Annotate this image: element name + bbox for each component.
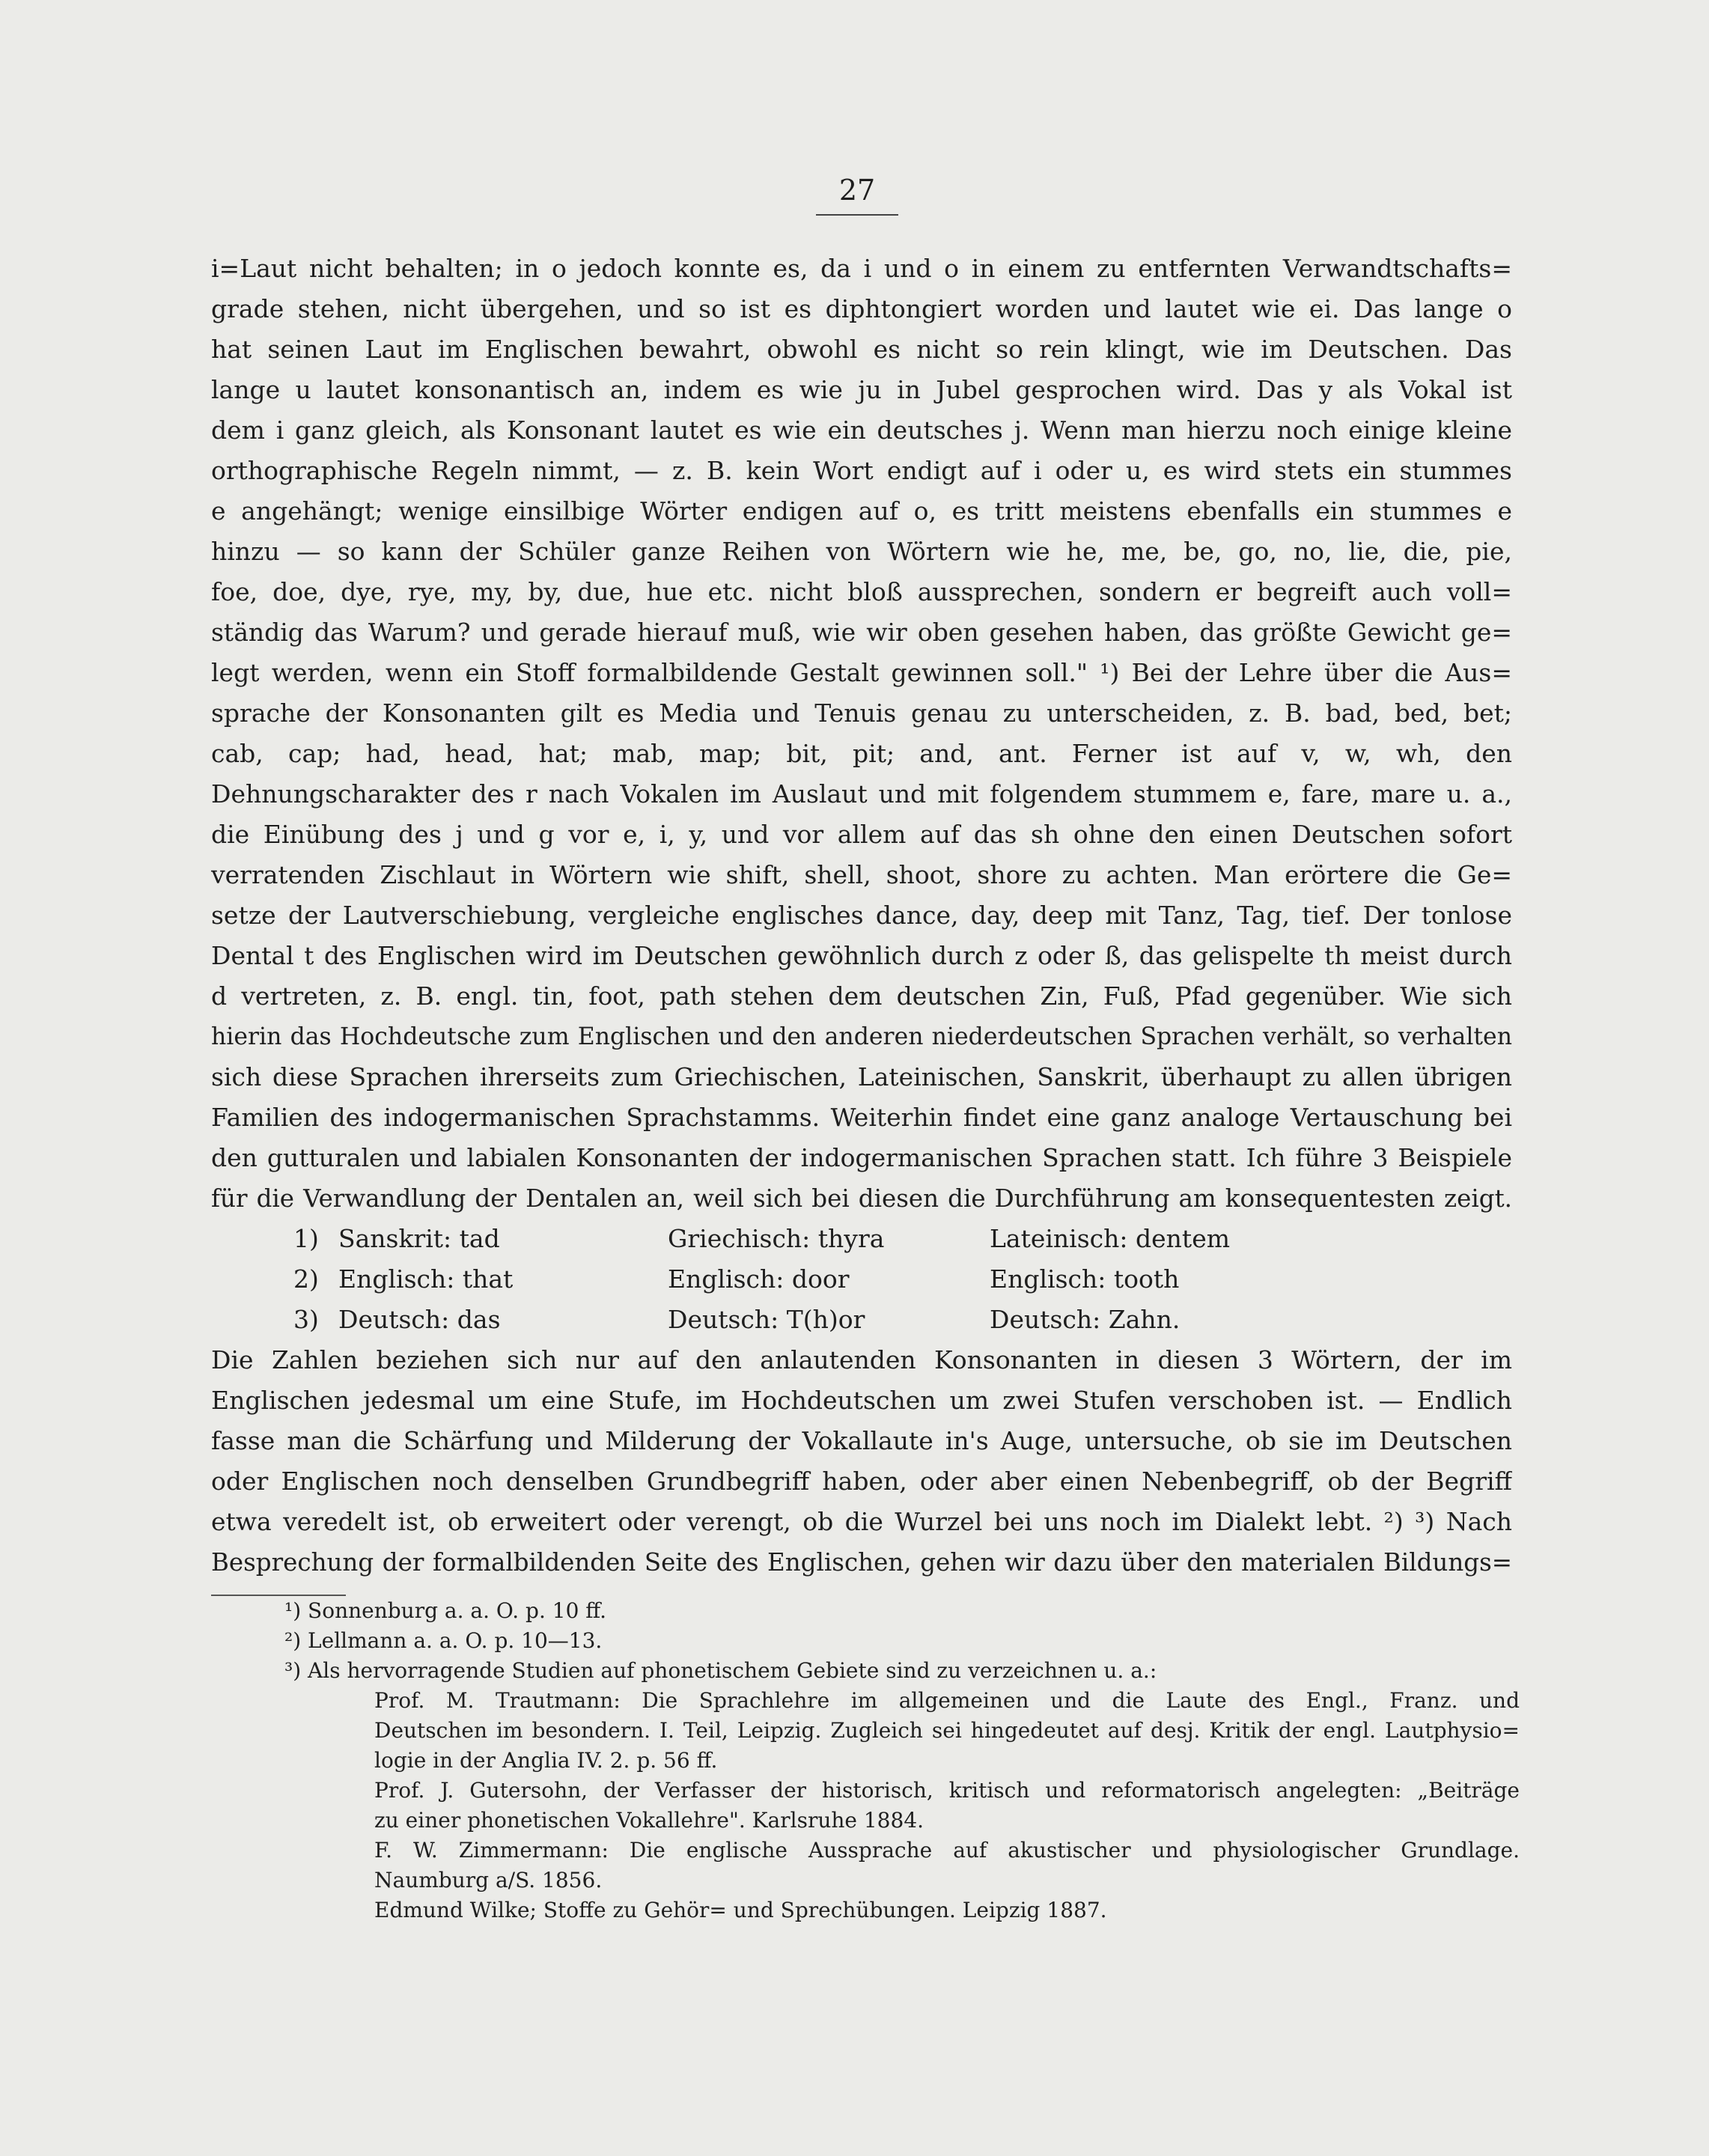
footnote-reference: zu einer phonetischen Vokallehre". Karlsruhe 1884. [374, 1808, 924, 1833]
example-row [293, 1259, 1512, 1300]
text-line: Englischen jedesmal um eine Stufe, im Hochdeutschen um zwei Stufen verschoben ist. — Endlich [211, 1386, 1512, 1415]
footnote-reference: Prof. M. Trautmann: Die Sprachlehre im allgemeinen und die Laute des Engl., Franz. und [374, 1688, 1520, 1713]
text-line: Besprechung der formalbildenden Seite des Englischen, gehen wir dazu über den materialen Bildungs= [211, 1548, 1512, 1577]
text-line: hat seinen Laut im Englischen bewahrt, obwohl es nicht so rein klingt, wie im Deutschen. Das [211, 335, 1512, 364]
text-line: hierin das Hochdeutsche zum Englischen und den anderen niederdeutschen Sprachen verhält, so verhalten [211, 1023, 1512, 1050]
footnote-reference: Deutschen im besondern. I. Teil, Leipzig. Zugleich sei hingedeutet auf desj. Kritik der engl. Lautphysio= [374, 1718, 1520, 1743]
text-line: e angehängt; wenige einsilbige Wörter endigen auf o, es tritt meistens ebenfalls ein stummes e [211, 496, 1512, 526]
text-line: etwa veredelt ist, ob erweitert oder verengt, ob die Wurzel bei uns noch im Dialekt lebt. ²) ³) Nach [211, 1507, 1512, 1536]
text-line: Familien des indogermanischen Sprachstamms. Weiterhin findet eine ganz analoge Vertauschung bei [211, 1103, 1512, 1132]
text-line: setze der Lautverschiebung, vergleiche englisches dance, day, deep mit Tanz, Tag, tief. Der tonlose [211, 901, 1512, 930]
text-line: ständig das Warum? und gerade hierauf muß, wie wir oben gesehen haben, das größte Gewicht ge= [211, 618, 1512, 647]
page-number: 27 [838, 174, 876, 207]
text-line: sprache der Konsonanten gilt es Media und Tenuis genau zu unterscheiden, z. B. bad, bed, bet; [211, 698, 1512, 728]
example-cell: Deutsch: das [338, 1305, 501, 1334]
footnote-reference: Naumburg a/S. 1856. [374, 1868, 603, 1892]
text-line: i=Laut nicht behalten; in o jedoch konnte es, da i und o in einem zu entfernten Verwandtschafts= [211, 254, 1512, 283]
footnote: ¹) Sonnenburg a. a. O. p. 10 ff. [284, 1598, 607, 1623]
text-line: foe, doe, dye, rye, my, by, due, hue etc. nicht bloß aussprechen, sondern er begreift auch voll= [211, 577, 1512, 606]
example-cell: Englisch: that [338, 1264, 514, 1294]
text-line: hinzu — so kann der Schüler ganze Reihen von Wörtern wie he, me, be, go, no, lie, die, pie, [211, 537, 1512, 566]
footnote-reference: Prof. J. Gutersohn, der Verfasser der historisch, kritisch und reformatorisch angelegten: „Beiträge [374, 1778, 1520, 1803]
footnote: ²) Lellmann a. a. O. p. 10—13. [284, 1628, 603, 1653]
example-row [293, 1300, 1512, 1340]
text-line: grade stehen, nicht übergehen, und so ist es diphtongiert worden und lautet wie ei. Das lange o [211, 294, 1512, 323]
text-line: dem i ganz gleich, als Konsonant lautet es wie ein deutsches j. Wenn man hierzu noch einige kleine [211, 415, 1512, 445]
text-line: fasse man die Schärfung und Milderung der Vokallaute in's Auge, untersuche, ob sie im Deutschen [211, 1426, 1512, 1455]
footnotes [284, 1596, 1520, 1925]
example-cell: Griechisch: thyra [668, 1224, 885, 1253]
footnote-reference: F. W. Zimmermann: Die englische Aussprache auf akustischer und physiologischer Grundlage. [374, 1838, 1520, 1863]
footnote-reference: Edmund Wilke; Stoffe zu Gehör= und Sprechübungen. Leipzig 1887. [374, 1898, 1107, 1922]
example-row [293, 1219, 1512, 1259]
text-line: orthographische Regeln nimmt, — z. B. kein Wort endigt auf i oder u, es wird stets ein stummes [211, 456, 1512, 485]
main-text [211, 249, 1512, 1583]
text-line: cab, cap; had, head, hat; mab, map; bit, pit; and, ant. Ferner ist auf v, w, wh, den [211, 739, 1512, 768]
text-line: d vertreten, z. B. engl. tin, foot, path stehen dem deutschen Zin, Fuß, Pfad gegenüber. Wie sich [211, 981, 1512, 1011]
text-line: verratenden Zischlaut in Wörtern wie shift, shell, shoot, shore zu achten. Man erörtere die Ge= [211, 860, 1512, 889]
example-number: 1) [293, 1224, 319, 1253]
example-number: 2) [293, 1264, 319, 1294]
dental-examples [293, 1219, 1512, 1340]
example-cell: Deutsch: T(h)or [668, 1305, 865, 1334]
example-cell: Deutsch: Zahn. [990, 1305, 1181, 1334]
page-number-underline [816, 214, 898, 216]
example-cell: Englisch: door [668, 1264, 850, 1294]
example-cell: Lateinisch: dentem [990, 1224, 1231, 1253]
text-line: sich diese Sprachen ihrerseits zum Griechischen, Lateinischen, Sanskrit, überhaupt zu allen übrigen [211, 1062, 1512, 1091]
text-line: Dehnungscharakter des r nach Vokalen im Auslaut und mit folgendem stummem e, fare, mare u. a., [211, 779, 1512, 808]
text-line: den gutturalen und labialen Konsonanten der indogermanischen Sprachen statt. Ich führe 3 Beispiele [211, 1143, 1512, 1172]
text-line: die Einübung des j und g vor e, i, y, und vor allem auf das sh ohne den einen Deutschen sofort [211, 820, 1512, 849]
text-line: lange u lautet konsonantisch an, indem es wie ju in Jubel gesprochen wird. Das y als Vokal ist [211, 375, 1512, 404]
footnote-reference: logie in der Anglia IV. 2. p. 56 ff. [374, 1748, 718, 1773]
text-line: legt werden, wenn ein Stoff formalbildende Gestalt gewinnen soll." ¹) Bei der Lehre über die Aus= [211, 658, 1512, 687]
example-cell: Englisch: tooth [990, 1264, 1180, 1294]
text-line: Die Zahlen beziehen sich nur auf den anlautenden Konsonanten in diesen 3 Wörtern, der im [211, 1345, 1512, 1374]
example-number: 3) [293, 1305, 319, 1334]
text-line: oder Englischen noch denselben Grundbegriff haben, oder aber einen Nebenbegriff, ob der Begriff [211, 1467, 1512, 1496]
footnote: ³) Als hervorragende Studien auf phonetischem Gebiete sind zu verzeichnen u. a.: [284, 1658, 1157, 1683]
example-cell: Sanskrit: tad [338, 1224, 500, 1253]
text-line: Dental t des Englischen wird im Deutschen gewöhnlich durch z oder ß, das gelispelte th meist durch [211, 941, 1512, 970]
text-line: für die Verwandlung der Dentalen an, weil sich bei diesen die Durchführung am konsequentesten zeigt. [211, 1184, 1512, 1213]
